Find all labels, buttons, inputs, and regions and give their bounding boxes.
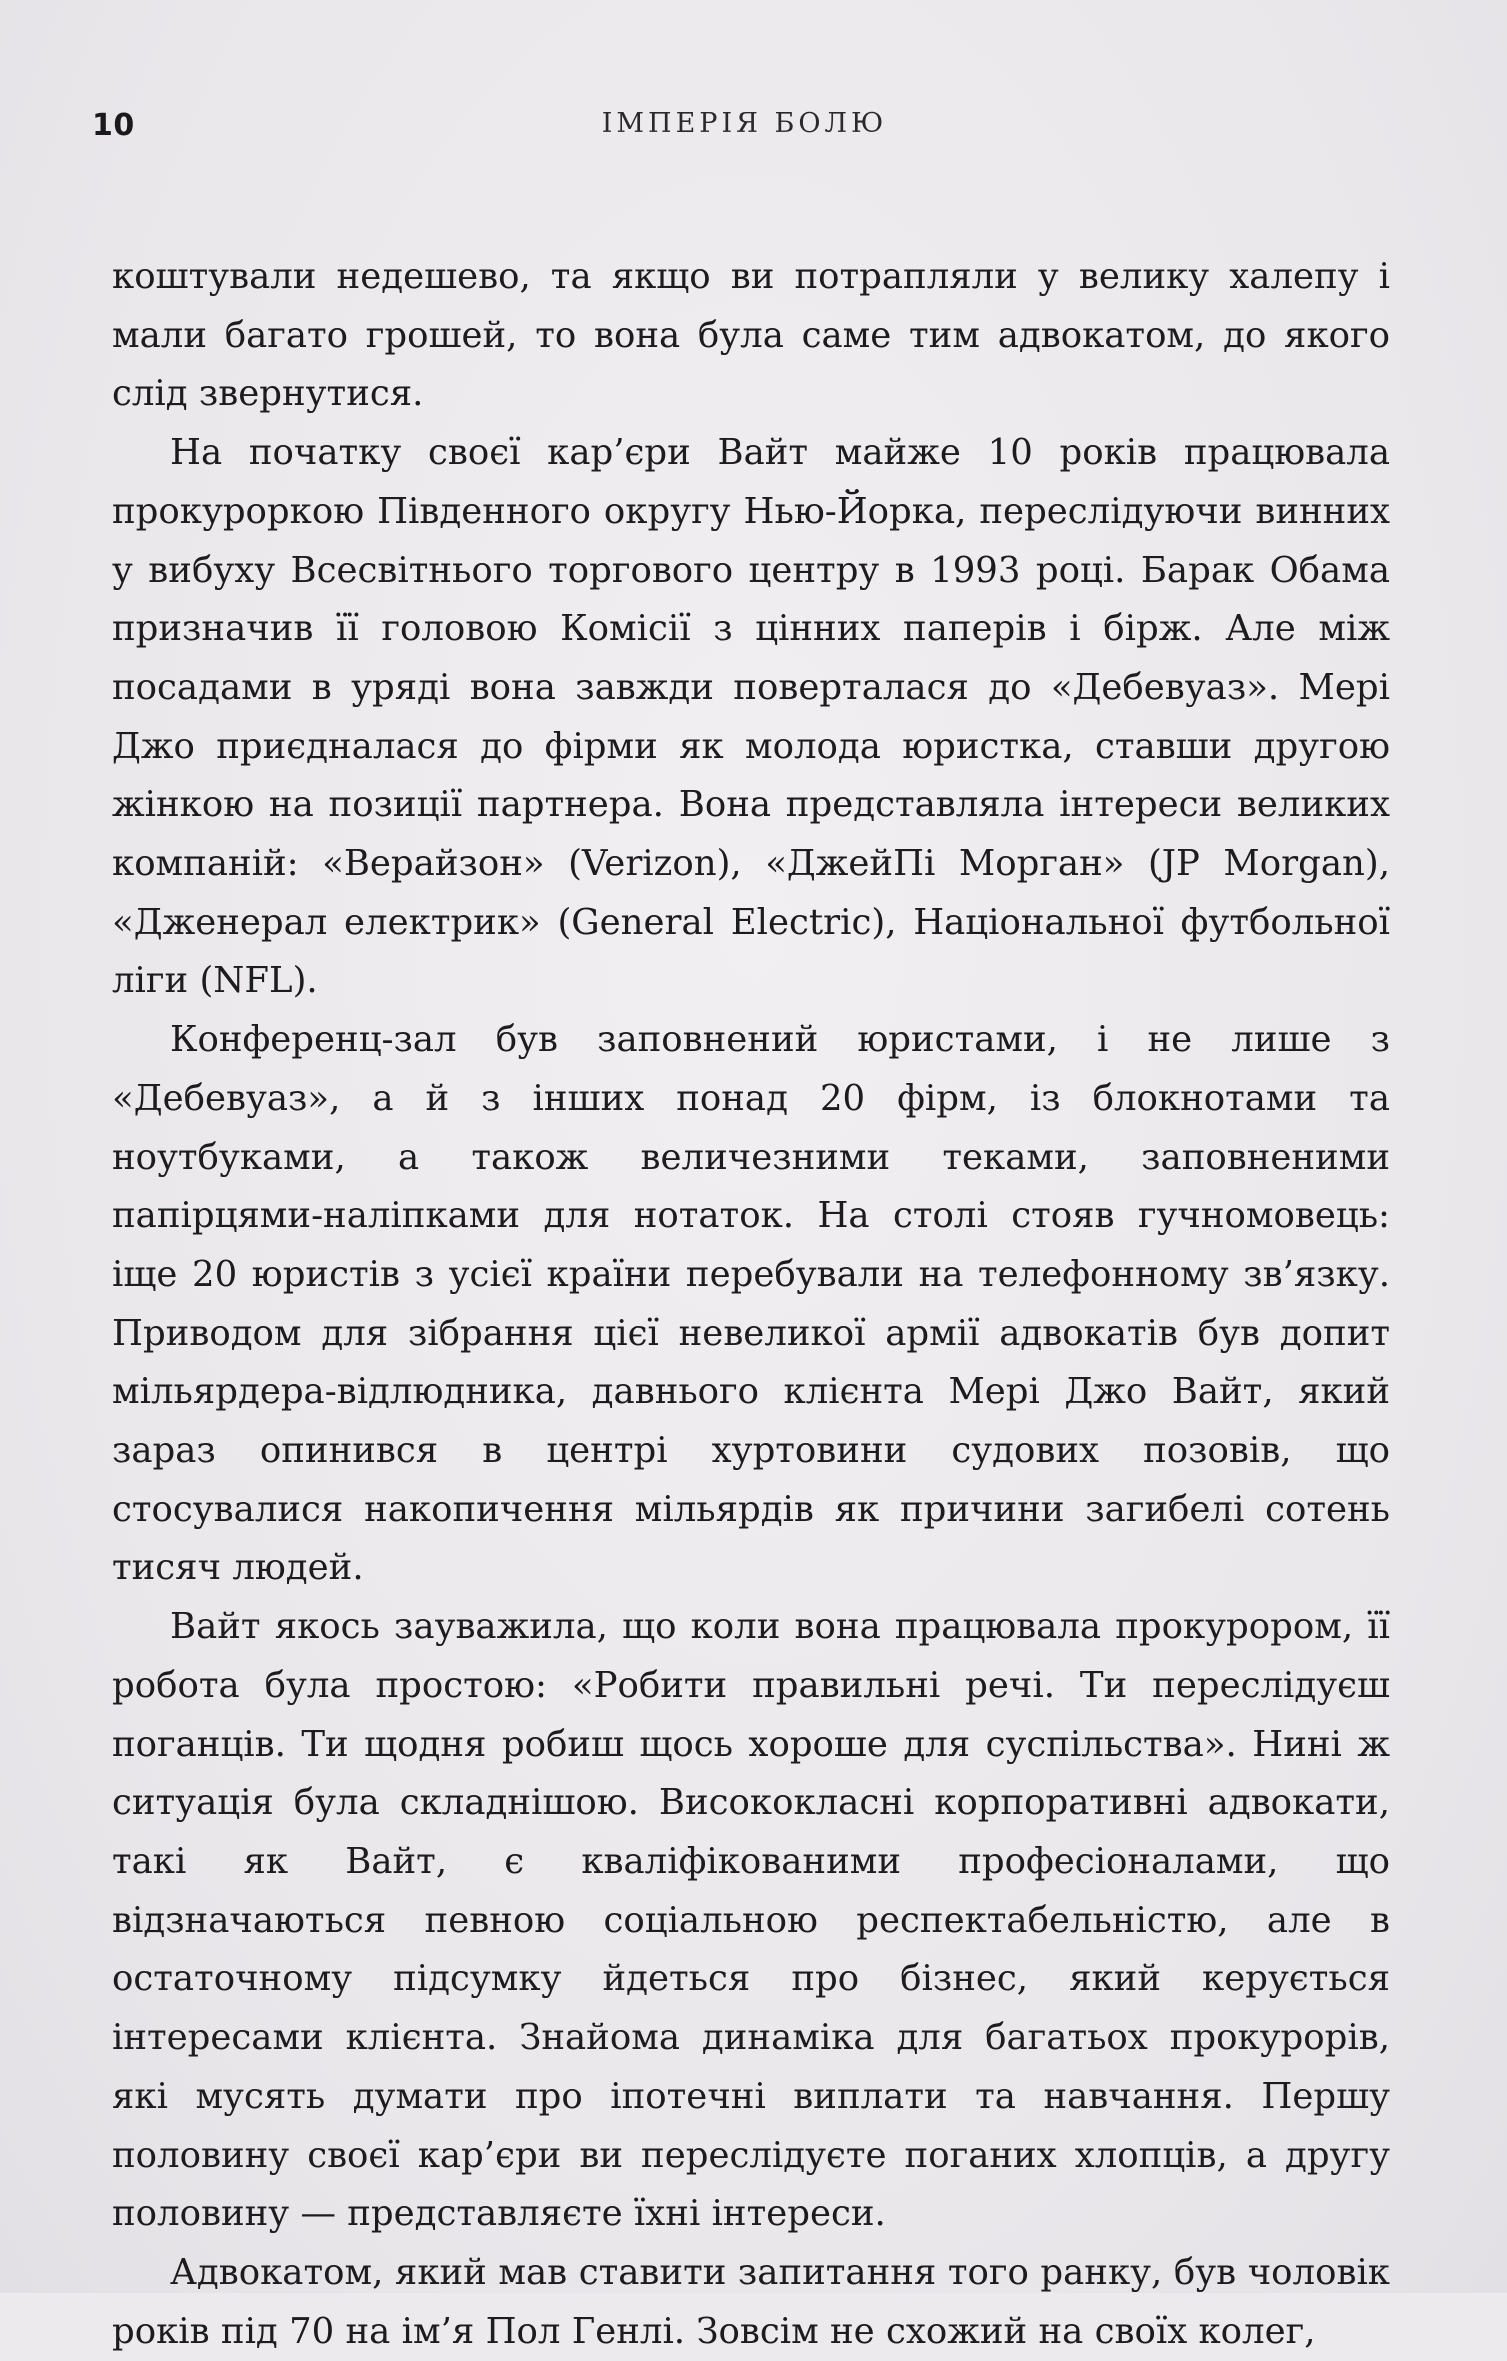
- paragraph: Конференц-зал був заповнений юристами, і не лише з «Дебевуаз», а й з інших понад 20 фірм, із блокнотами та ноутбуками, а також величезними теками, заповненими папірцями-наліпками для нотаток. На столі стояв гучномовець: іще 20 юристів з усієї країни перебували на телефонному зв’язку. Приводом для зібрання цієї невеликої армії адвокатів був допит мільярдера-відлюдника, давнього клієнта Мері Джо Вайт, який зараз опинився в центрі хуртовини судових позовів, що стосувалися накопичення мільярдів як причини загибелі сотень тисяч людей.: [112, 1019, 1390, 1589]
- body-text: [112, 248, 1390, 2361]
- paragraph: Адвокатом, який мав ставити запитання того ранку, був чоловік років під 70 на ім’я Пол Генлі. Зовсім не схожий на своїх колег,: [112, 2251, 1390, 2352]
- book-title: ІМПЕРІЯ БОЛЮ: [601, 108, 888, 139]
- paragraph: Вайт якось зауважила, що коли вона працювала прокурором, її робота була простою: «Робити правильні речі. Ти переслідуєш поганців. Ти щодня робиш щось хороше для суспільства». Нині ж ситуація була складнішою. Висококласні корпоративні адвокати, такі як Вайт, є кваліфікованими професіоналами, що відзначаються певною соціальною респектабельністю, але в остаточному підсумку йдеться про бізнес, який керується інтересами клієнта. Знайома динаміка для багатьох прокурорів, які мусять думати про іпотечні виплати та навчання. Першу половину своєї кар’єри ви переслідуєте поганих хлопців, а другу половину — представляєте їхні інтереси.: [112, 1606, 1390, 2235]
- paragraph: На початку своєї кар’єри Вайт майже 10 років працювала прокуроркою Південного округу Нью-Йорка, переслідуючи винних у вибуху Всесвітнього торгового центру в 1993 році. Барак Обама призначив її головою Комісії з цінних паперів і бірж. Але між посадами в уряді вона завжди поверталася до «Дебевуаз». Мері Джо приєдналася до фірми як молода юристка, ставши другою жінкою на позиції партнера. Вона представляла інтереси великих компаній: «Верайзон» (Verizon), «ДжейПі Морган» (JP Morgan), «Дженерал електрик» (General Electric), Національної футбольної ліги (NFL).: [112, 432, 1390, 1002]
- page-number: 10: [92, 108, 135, 143]
- paragraph-continued: коштували недешево, та якщо ви потрапляли у велику халепу і мали багато грошей, то вона була саме тим адвокатом, до якого слід звернутися.: [112, 256, 1390, 415]
- running-head: [92, 108, 1357, 148]
